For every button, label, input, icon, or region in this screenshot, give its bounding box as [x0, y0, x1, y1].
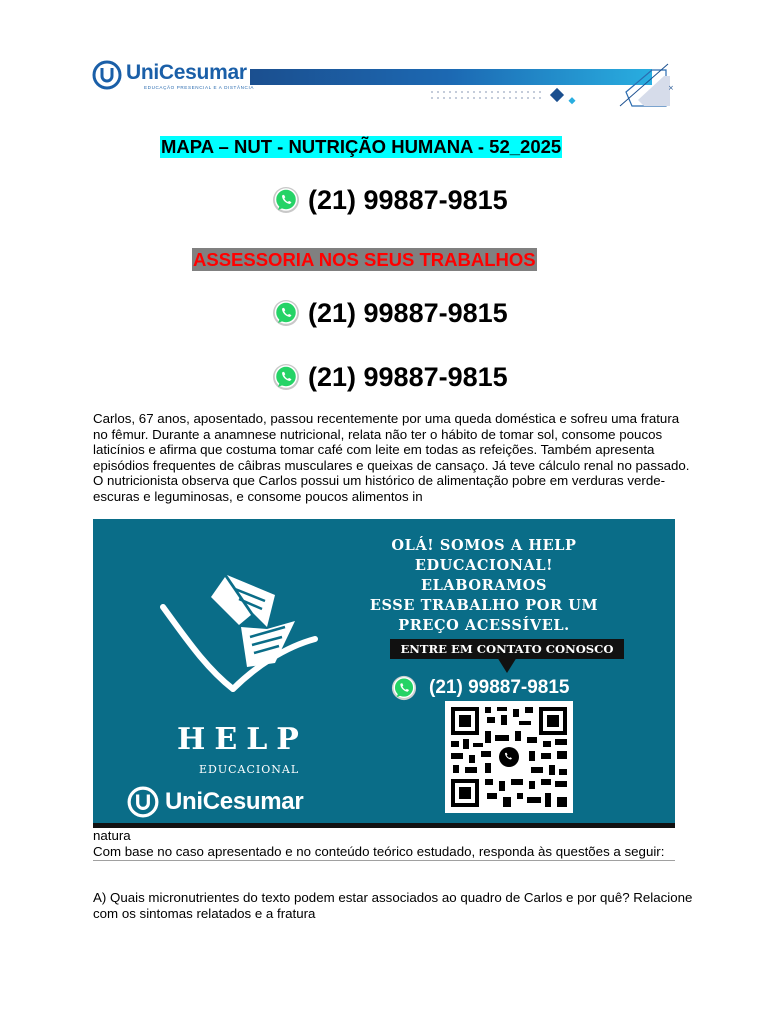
- phone-line-2[interactable]: [272, 296, 508, 330]
- banner-unicesumar-logo: [127, 785, 303, 819]
- contact-label: ENTRE EM CONTATO CONOSCO: [390, 639, 624, 659]
- banner-message-line: EDUCACIONAL! ELABORAMOS: [414, 557, 554, 594]
- banner-message-line: PREÇO ACESSÍVEL.: [398, 617, 570, 634]
- case-paragraph: Carlos, 67 anos, aposentado, passou recentemente por uma queda doméstica e sofreu uma fratura no fêmur. Durante a anamnese nutricional, relata não ter o hábito de tomar sol, consome poucos laticínios e afirma que costuma tomar café com leite em todas as refeições. Também apresenta episódios frequentes de câibras musculares e queixas de cansaço. Já teve cálculo renal no passado. O nutricionista observa que Carlos possui um histórico de alimentação pobre em verduras verde-escuras e leguminosas, e consome poucos alimentos in: [93, 411, 690, 504]
- whatsapp-icon: [272, 186, 300, 214]
- banner-brand-name: UniCesumar: [165, 788, 304, 815]
- unicesumar-logo-icon: [127, 786, 159, 818]
- svg-text:×: ×: [668, 84, 674, 92]
- arrow-down-icon: [497, 657, 517, 673]
- help-educacional-banner[interactable]: [93, 519, 675, 828]
- open-book-logo-icon: [155, 567, 321, 697]
- divider: [93, 860, 675, 861]
- whatsapp-icon: [391, 675, 417, 701]
- question-a: A) Quais micronutrientes do texto podem estar associados ao quadro de Carlos e por quê? Relacione com os sintomas relatados e a fratura: [93, 890, 693, 921]
- header-decoration: [420, 62, 680, 122]
- help-wordmark: HELP: [177, 722, 308, 757]
- phone-line-1[interactable]: [272, 183, 508, 217]
- after-banner-text: natura Com base no caso apresentado e no conteúdo teórico estudado, responda às questões a seguir:: [93, 828, 665, 859]
- banner-phone[interactable]: [391, 675, 570, 701]
- brand-name: UniCesumar: [126, 61, 247, 84]
- document-title: MAPA – NUT - NUTRIÇÃO HUMANA - 52_2025: [161, 136, 562, 157]
- phone-number: (21) 99887-9815: [308, 184, 508, 215]
- whatsapp-icon: [272, 299, 300, 327]
- unicesumar-logo-icon: [92, 60, 122, 90]
- banner-message: [349, 536, 619, 636]
- brand-tagline: EDUCAÇÃO PRESENCIAL E A DISTÂNCIA: [144, 85, 254, 90]
- phone-number: (21) 99887-9815: [308, 297, 508, 328]
- banner-message-line: ESSE TRABALHO POR UM: [369, 597, 599, 614]
- banner-message-line: OLÁ! SOMOS A HELP: [391, 537, 577, 554]
- unicesumar-logo: [92, 60, 252, 94]
- phone-number: (21) 99887-9815: [308, 361, 508, 392]
- educacional-wordmark: EDUCACIONAL: [199, 763, 300, 776]
- whatsapp-icon: [272, 363, 300, 391]
- phone-line-3[interactable]: [272, 360, 508, 394]
- qr-code-icon[interactable]: [445, 701, 573, 813]
- banner-phone-number: (21) 99887-9815: [429, 677, 570, 698]
- assessoria-banner: ASSESSORIA NOS SEUS TRABALHOS: [193, 249, 536, 270]
